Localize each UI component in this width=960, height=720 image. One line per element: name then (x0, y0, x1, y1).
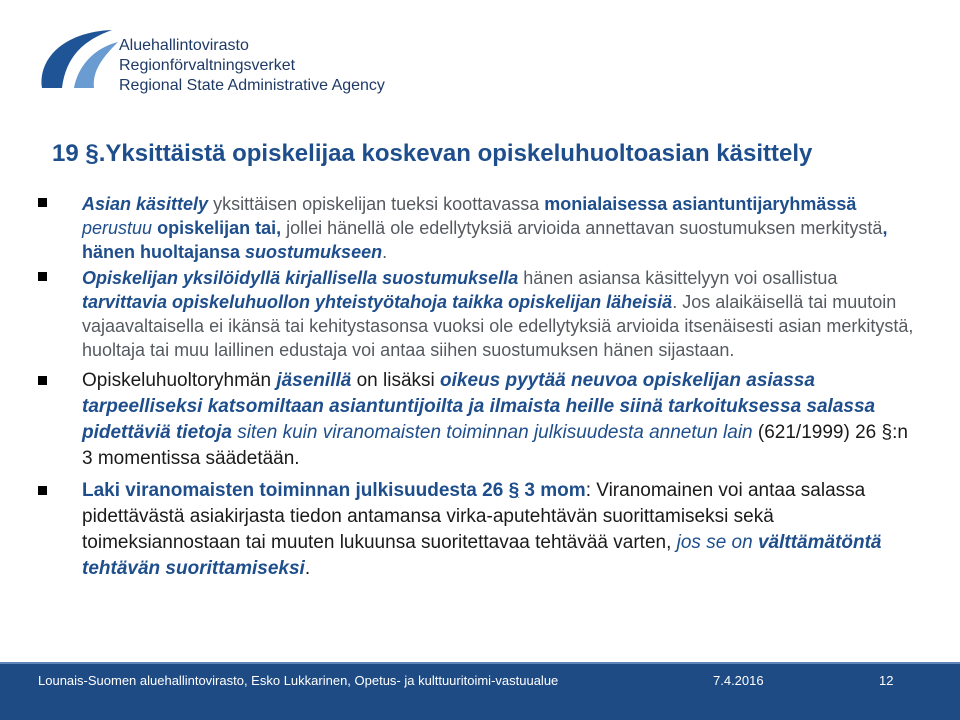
text-run: jollei hänellä ole edellytyksiä arvioida annettavan suostumuksen merkitystä (281, 218, 883, 238)
text-run: Opiskeluhuoltoryhmän (82, 370, 277, 391)
text-run: suostumukseen (245, 242, 383, 262)
agency-name-en: Regional State Administrative Agency (119, 77, 385, 94)
slide-title-text: §.Yksittäistä opiskelijaa koskevan opiskeluhuoltoasian käsittely (78, 140, 813, 167)
footer-text: Lounais-Suomen aluehallintovirasto, Esko Lukkarinen, Opetus- ja kulttuuritoimi-vastuualue (38, 673, 559, 688)
page-number: 12 (879, 673, 894, 688)
agency-name-fi: Aluehallintovirasto (119, 37, 249, 54)
text-run: monialaisessa asiantuntijaryhmässä (544, 194, 857, 214)
bullet-marker (38, 486, 47, 495)
text-run: . (304, 558, 311, 579)
text-run: Opiskelijan yksilöidyllä kirjallisella suostumuksella (82, 268, 519, 288)
text-run: Asian käsittely (82, 194, 209, 214)
bullet-item-4 (38, 478, 918, 582)
bullet-marker (38, 376, 47, 385)
bullet-item-2 (38, 266, 918, 362)
agency-name (119, 36, 385, 96)
bullet-list (38, 192, 918, 582)
footer-bar (0, 662, 960, 720)
text-run: § (508, 480, 520, 501)
text-run: yksittäisen opiskelijan tueksi koottavassa (208, 194, 545, 214)
text-run: : Viranomainen voi antaa salassa pidettävästä asiakirjasta tiedon antamansa virka-aputehtävän suorittamiseksi sekä toimeksiannostaan tai muuten lukuunsa suoritettavaa tehtävää varten, (82, 480, 866, 553)
text-run: opiskelijan tai, (157, 218, 282, 238)
text-run: hänen asiansa käsittelyyn voi osallistua (518, 268, 838, 288)
text-run: välttämätöntä tehtävän suorittamiseksi (82, 532, 882, 579)
slide-title (52, 140, 812, 168)
bullet-item-3 (38, 368, 918, 472)
text-run: (621/1999) 26 §:n 3 momentissa säädetään. (82, 422, 908, 469)
footer-date: 7.4.2016 (713, 673, 764, 688)
bullet-marker (38, 272, 47, 281)
text-run: Laki viranomaisten toiminnan julkisuudesta 26 (82, 480, 509, 501)
text-run: jäsenillä (276, 370, 352, 391)
text-run: 3 mom (519, 480, 586, 501)
bullet-item-1 (38, 192, 918, 264)
text-run: jos se on (676, 532, 753, 553)
avi-logo (34, 26, 120, 96)
text-run: oikeus pyytää neuvoa opiskelijan asiassa tarpeelliseksi katsomiltaan asiantuntijoilta ja ilmaista heille siinä tarkoituksessa salassa pidettäviä tietoja (82, 370, 876, 443)
agency-name-sv: Regionförvaltningsverket (119, 57, 296, 74)
text-run: tarvittavia opiskeluhuollon yhteistyötahoja taikka opiskelijan läheisiä (82, 292, 673, 312)
text-run: , hänen huoltajansa (82, 218, 888, 262)
text-run: . (382, 242, 388, 262)
text-run: on lisäksi (351, 370, 441, 391)
text-run: perustuu (82, 218, 153, 238)
text-run: . Jos alaikäisellä tai muutoin vajaavaltaisella ei ikänsä tai kehitystasonsa vuoksi ole edellytyksiä arvioida itsenäisesti asian merkitystä, huoltaja tai muu laillinen edustaja voi antaa siihen suostumuksen hänen sijastaan. (82, 292, 914, 360)
text-run: siten kuin viranomaisten toiminnan julkisuudesta annetun lain (231, 422, 753, 443)
footer-divider (0, 662, 960, 664)
bullet-marker (38, 198, 47, 207)
section-number: 19 (52, 140, 79, 167)
